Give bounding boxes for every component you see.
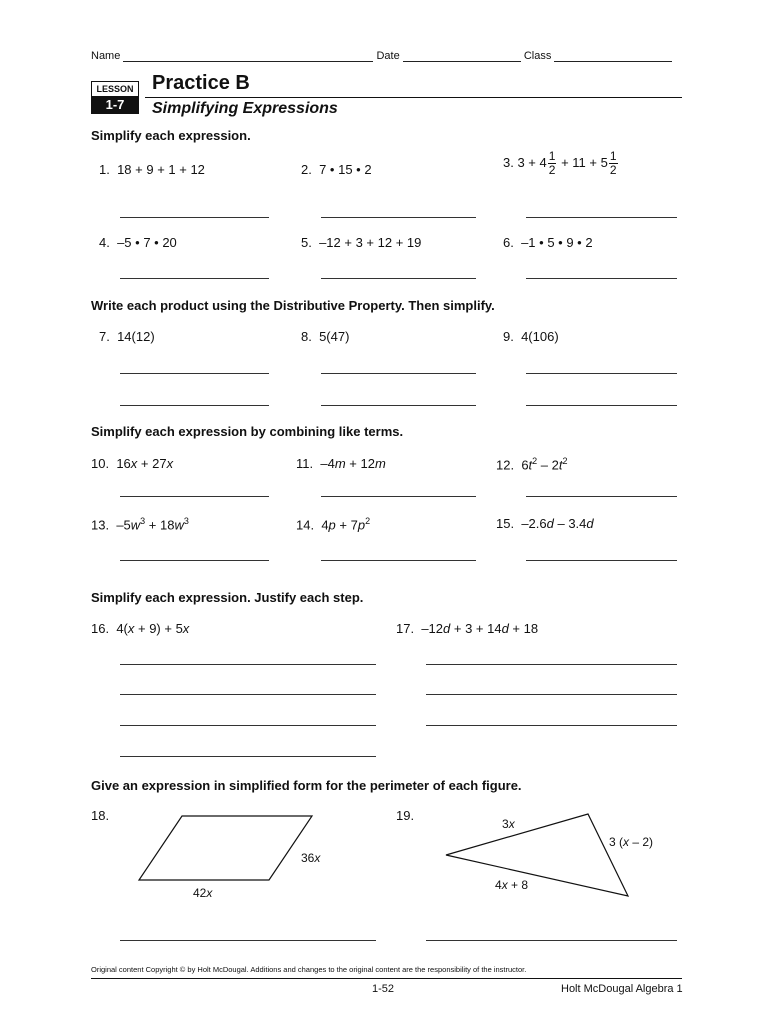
answer-line-4[interactable] bbox=[120, 278, 269, 279]
parallelogram-side-label: 36x bbox=[301, 851, 321, 865]
date-field[interactable] bbox=[403, 50, 521, 62]
answer-line-8b[interactable] bbox=[321, 405, 476, 406]
problem-16: 16. 4(x + 9) + 5x bbox=[91, 621, 190, 636]
problem-3: 3. 3 + 4 $\frac{1}{2}$ + 11 + 5 $\frac{1}{2}$ bbox=[503, 149, 617, 177]
lesson-label: LESSON bbox=[91, 81, 139, 97]
page-number: 1-52 bbox=[372, 983, 395, 995]
problem-8: 8. 5(47) bbox=[301, 329, 350, 344]
problem-15: 15. –2.6d – 3.4d bbox=[496, 516, 594, 531]
answer-line-14[interactable] bbox=[321, 560, 476, 561]
problem-18: 18. bbox=[91, 808, 110, 823]
problem-19: 19. bbox=[396, 808, 415, 823]
triangle-right-label: 3 (x – 2) bbox=[609, 835, 654, 849]
header-fields bbox=[91, 50, 672, 62]
book-title: Holt McDougal Algebra 1 bbox=[561, 983, 683, 995]
answer-line-9b[interactable] bbox=[526, 405, 677, 406]
lesson-number: 1-7 bbox=[91, 96, 139, 114]
answer-line-15[interactable] bbox=[526, 560, 677, 561]
problem-9: 9. 4(106) bbox=[503, 329, 559, 344]
page-subtitle: Simplifying Expressions bbox=[152, 100, 338, 117]
answer-line-5[interactable] bbox=[321, 278, 476, 279]
problem-17: 17. –12d + 3 + 14d + 18 bbox=[396, 621, 539, 636]
answer-line-10[interactable] bbox=[120, 496, 269, 497]
answer-line-17c[interactable] bbox=[426, 725, 677, 726]
triangle-shape bbox=[446, 814, 628, 896]
answer-line-9a[interactable] bbox=[526, 373, 677, 374]
answer-line-3[interactable] bbox=[526, 217, 677, 218]
problem-7: 7. 14(12) bbox=[99, 329, 155, 344]
problem-10: 10. 16x + 27x bbox=[91, 456, 174, 471]
footer-rule bbox=[91, 978, 682, 979]
date-label: Date bbox=[376, 50, 400, 62]
answer-line-16c[interactable] bbox=[120, 725, 376, 726]
section-3-instruction: Simplify each expression by combining like terms. bbox=[91, 424, 404, 439]
section-2-instruction: Write each product using the Distributive Property. Then simplify. bbox=[91, 298, 495, 313]
title-rule bbox=[145, 97, 682, 98]
fraction-one-half: $\frac{1}{2}$ bbox=[609, 149, 617, 177]
footer-copyright: Original content Copyright © by Holt McDougal. Additions and changes to the original content are the responsibility of the instructor. bbox=[91, 965, 527, 974]
answer-line-13[interactable] bbox=[120, 560, 269, 561]
name-field[interactable] bbox=[123, 50, 373, 62]
answer-line-7a[interactable] bbox=[120, 373, 269, 374]
problem-14: 14. $4p + 7p^2$ bbox=[296, 516, 371, 533]
answer-line-6[interactable] bbox=[526, 278, 677, 279]
answer-line-18[interactable] bbox=[120, 940, 376, 941]
problem-6: 6. –1 • 5 • 9 • 2 bbox=[503, 235, 593, 250]
triangle-bottom-label: 4x + 8 bbox=[495, 878, 529, 892]
problem-13: 13. $-5w^3 + 18w^3$ bbox=[91, 516, 189, 533]
problem-12: 12. $6t^2 - 2t^2$ bbox=[496, 456, 568, 473]
answer-line-16a[interactable] bbox=[120, 664, 376, 665]
triangle-figure bbox=[440, 810, 640, 905]
problem-11: 11. –4m + 12m bbox=[296, 456, 386, 471]
section-1-instruction: Simplify each expression. bbox=[91, 128, 251, 143]
answer-line-17a[interactable] bbox=[426, 664, 677, 665]
answer-line-8a[interactable] bbox=[321, 373, 476, 374]
answer-line-16b[interactable] bbox=[120, 694, 376, 695]
answer-line-7b[interactable] bbox=[120, 405, 269, 406]
problem-2: 2. 7 • 15 • 2 bbox=[301, 162, 372, 177]
answer-line-2[interactable] bbox=[321, 217, 476, 218]
parallelogram-figure bbox=[130, 810, 320, 890]
answer-line-1[interactable] bbox=[120, 217, 269, 218]
answer-line-16d[interactable] bbox=[120, 756, 376, 757]
triangle-top-label: 3x bbox=[502, 817, 515, 831]
parallelogram-shape bbox=[139, 816, 312, 880]
class-field[interactable] bbox=[554, 50, 672, 62]
name-label: Name bbox=[91, 50, 121, 62]
problem-5: 5. –12 + 3 + 12 + 19 bbox=[301, 235, 422, 250]
problem-4: 4. –5 • 7 • 20 bbox=[99, 235, 177, 250]
page-title: Practice B bbox=[152, 72, 250, 94]
fraction-one-half: $\frac{1}{2}$ bbox=[548, 149, 556, 177]
section-5-instruction: Give an expression in simplified form for the perimeter of each figure. bbox=[91, 778, 522, 793]
answer-line-19[interactable] bbox=[426, 940, 677, 941]
answer-line-11[interactable] bbox=[321, 496, 476, 497]
class-label: Class bbox=[523, 50, 552, 62]
parallelogram-base-label: 42x bbox=[193, 886, 213, 900]
answer-line-12[interactable] bbox=[526, 496, 677, 497]
problem-1: 1. 18 + 9 + 1 + 12 bbox=[99, 162, 205, 177]
section-4-instruction: Simplify each expression. Justify each step. bbox=[91, 590, 364, 605]
answer-line-17b[interactable] bbox=[426, 694, 677, 695]
